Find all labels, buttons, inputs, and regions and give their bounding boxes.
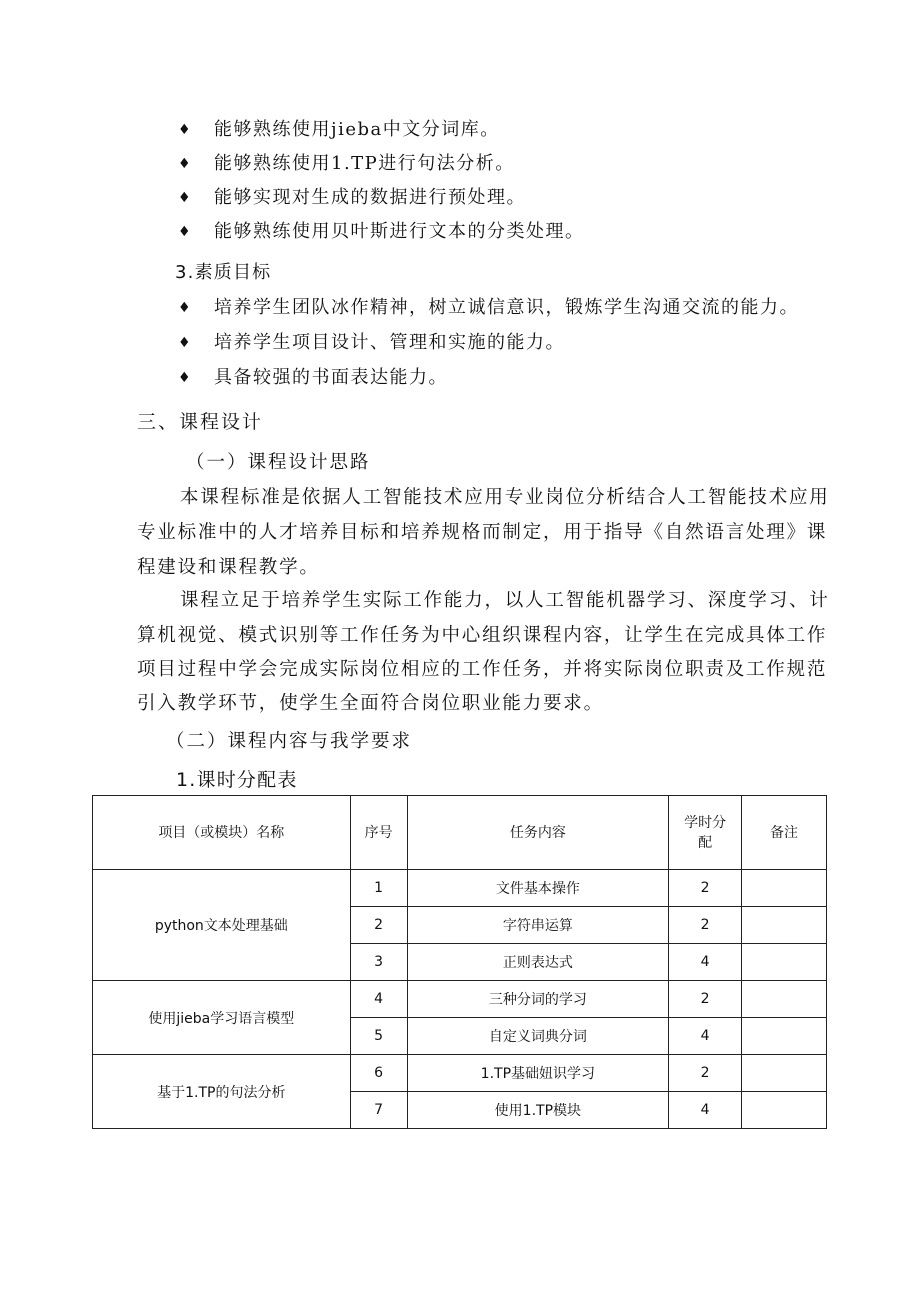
seq-cell: 4 <box>350 981 407 1018</box>
hours-cell: 2 <box>669 1055 742 1092</box>
diamond-bullet-icon: ♦ <box>178 224 193 240</box>
schedule-table <box>92 795 827 1129</box>
seq-cell: 3 <box>350 944 407 981</box>
paragraph-line: 程建设和课程教学。 <box>137 557 320 578</box>
skill-bullet-text: 能够实现对生成的数据进行预处理。 <box>214 187 526 208</box>
task-cell: 文件基本操作 <box>407 870 669 907</box>
task-cell: 自定义词典分词 <box>407 1018 669 1055</box>
note-cell <box>742 1018 827 1055</box>
skill-bullet-text: 能够熟练使用jieba中文分词库。 <box>214 119 500 140</box>
task-cell: 使用1.TP模块 <box>407 1092 669 1129</box>
skill-bullet <box>178 118 500 142</box>
paragraph-line: 引入教学环节，使学生全面符合岗位职业能力要求。 <box>137 693 604 714</box>
note-cell <box>742 981 827 1018</box>
subsection-heading: （一）课程设计思路 <box>186 452 371 473</box>
task-cell: 1.TP基础妞识学习 <box>407 1055 669 1092</box>
paragraph-line: 课程立足于培养学生实际工作能力，以人工智能机器学习、深度学习、计 <box>180 590 830 611</box>
quality-bullet <box>178 366 448 390</box>
note-cell <box>742 1092 827 1129</box>
table-header-row <box>93 796 827 870</box>
diamond-bullet-icon: ♦ <box>178 300 193 316</box>
skill-bullet <box>178 186 526 210</box>
diamond-bullet-icon: ♦ <box>178 190 193 206</box>
quality-bullet-text: 培养学生团队冰作精神，树立诚信意识，锻炼学生沟通交流的能力。 <box>214 297 799 318</box>
header-cell: 项目（或模块）名称 <box>93 796 351 870</box>
seq-cell: 1 <box>350 870 407 907</box>
task-cell: 字符串运算 <box>407 907 669 944</box>
task-cell: 正则表达式 <box>407 944 669 981</box>
hours-cell: 2 <box>669 907 742 944</box>
note-cell <box>742 1055 827 1092</box>
diamond-bullet-icon: ♦ <box>178 335 193 351</box>
module-cell: 使用jieba学习语言模型 <box>93 981 351 1055</box>
task-cell: 三种分词的学习 <box>407 981 669 1018</box>
hours-cell: 4 <box>669 1092 742 1129</box>
quality-bullet <box>178 331 565 355</box>
skill-bullet-text: 能够熟练使用1.TP进行句法分析。 <box>214 153 515 174</box>
table-row <box>93 870 827 907</box>
seq-cell: 6 <box>350 1055 407 1092</box>
skill-bullet-text: 能够熟练使用贝叶斯进行文本的分类处理。 <box>214 221 585 242</box>
subsection-heading: （二）课程内容与我学要求 <box>166 731 413 752</box>
hours-cell: 4 <box>669 1018 742 1055</box>
note-cell <box>742 870 827 907</box>
paragraph-line: 项目过程中学会完成实际岗位相应的工作任务，并将实际岗位职责及工作规范 <box>137 659 828 680</box>
table-row <box>93 1055 827 1092</box>
module-cell: python文本处理基础 <box>93 870 351 981</box>
seq-cell: 7 <box>350 1092 407 1129</box>
quality-heading: 3.素质目标 <box>175 262 272 283</box>
skill-bullet <box>178 220 585 244</box>
hours-cell: 2 <box>669 981 742 1018</box>
note-cell <box>742 907 827 944</box>
quality-bullet <box>178 296 799 320</box>
diamond-bullet-icon: ♦ <box>178 370 193 386</box>
hours-cell: 2 <box>669 870 742 907</box>
header-cell: 备注 <box>742 796 827 870</box>
table-row <box>93 981 827 1018</box>
quality-bullet-text: 培养学生项目设计、管理和实施的能力。 <box>214 332 565 353</box>
paragraph-line: 本课程标准是依据人工智能技术应用专业岗位分析结合人工智能技术应用 <box>180 487 830 508</box>
note-cell <box>742 944 827 981</box>
header-cell: 任务内容 <box>407 796 669 870</box>
seq-cell: 2 <box>350 907 407 944</box>
paragraph-line: 算机视觉、模式识别等工作任务为中心组织课程内容，让学生在完成具体工作 <box>137 625 828 646</box>
hours-cell: 4 <box>669 944 742 981</box>
skill-bullet <box>178 152 515 176</box>
paragraph-line: 专业标准中的人才培养目标和培养规格而制定，用于指导《自然语言处理》课 <box>137 522 828 543</box>
seq-cell: 5 <box>350 1018 407 1055</box>
diamond-bullet-icon: ♦ <box>178 122 193 138</box>
quality-bullet-text: 具备较强的书面表达能力。 <box>214 367 448 388</box>
header-cell <box>669 796 742 870</box>
section-heading: 三、课程设计 <box>137 411 264 433</box>
diamond-bullet-icon: ♦ <box>178 156 193 172</box>
header-cell: 序号 <box>350 796 407 870</box>
module-cell: 基于1.TP的句法分析 <box>93 1055 351 1129</box>
table-heading: 1.课时分配表 <box>176 769 298 791</box>
header-cell-text: 学时分配 <box>684 814 727 851</box>
